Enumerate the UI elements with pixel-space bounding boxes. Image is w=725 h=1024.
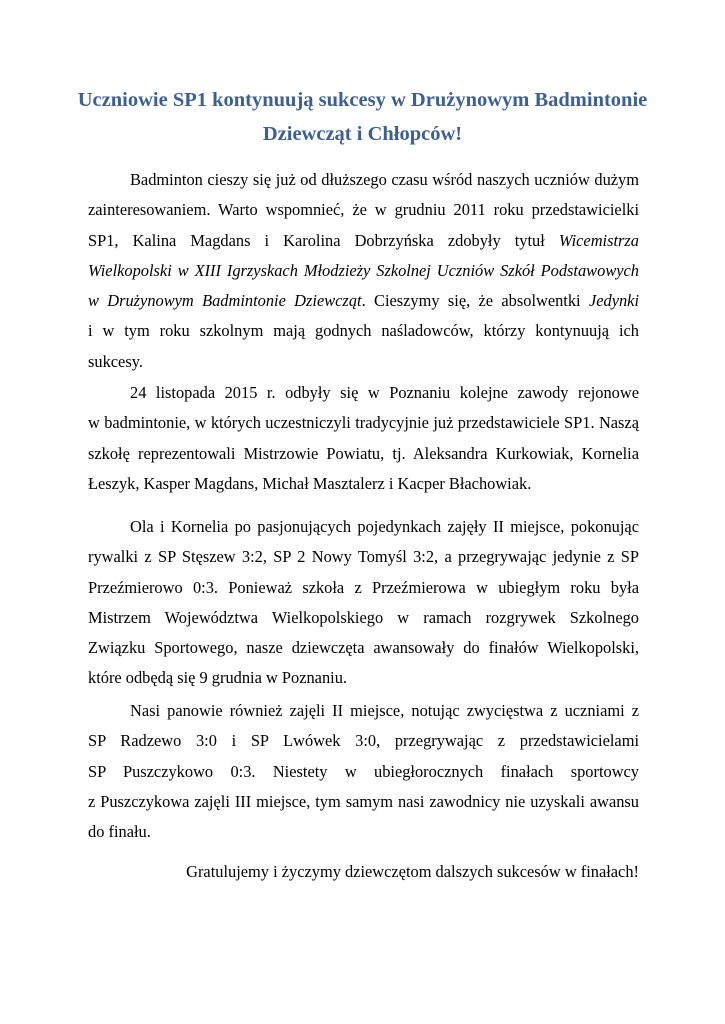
- paragraph-line: Nasi panowie również zajęli II miejsce, notując zwycięstwa z uczniami z: [130, 701, 639, 720]
- paragraph-line: w badmintonie, w których uczestniczyli tradycyjnie już przedstawiciele SP1. Naszą: [88, 413, 639, 433]
- paragraph-line: Przeźmierowo 0:3. Ponieważ szkoła z Przeźmierowa w ubiegłym roku była: [88, 577, 639, 597]
- text-run: . Cieszymy się, że absolwentki: [361, 291, 589, 311]
- paragraph-line: [88, 226, 639, 256]
- paragraph-line: Łeszyk, Kasper Magdans, Michał Masztalerz i Kacper Błachowiak.: [88, 473, 532, 493]
- paragraph-2: [88, 378, 639, 499]
- paragraph-line: SP Radzewo 3:0 i SP Lwówek 3:0, przegrywając z przedstawicielami: [88, 731, 639, 751]
- paragraph-line: Ola i Kornelia po pasjonujących pojedynkach zajęły II miejsce, pokonując: [130, 517, 639, 536]
- paragraph-line: rywalki z SP Stęszew 3:2, SP 2 Nowy Tomyśl 3:2, a przegrywając jedynie z SP: [88, 547, 639, 567]
- article-title-line-1: Uczniowie SP1 kontynuują sukcesy w Drużynowym Badmintonie: [77, 89, 648, 111]
- paragraph-line: Mistrzem Województwa Wielkopolskiego w ramach rozgrywek Szkolnego: [88, 607, 639, 627]
- italic-title-run: w Drużynowym Badmintonie Dziewcząt: [88, 291, 362, 311]
- paragraph-line: zainteresowaniem. Warto wspomnieć, że w grudniu 2011 roku przedstawicielki: [88, 200, 639, 220]
- paragraph-line: [88, 256, 639, 286]
- italic-title-run: Wicemistrza: [558, 230, 639, 250]
- paragraph-line: Badminton cieszy się już od dłuższego czasu wśród naszych uczniów dużym: [130, 170, 639, 189]
- paragraph-1: [88, 165, 639, 377]
- closing-paragraph: [88, 857, 639, 887]
- article-title-line-2: Dziewcząt i Chłopców!: [262, 123, 463, 145]
- text-run: SP1, Kalina Magdans i Karolina Dobrzyńska zdobyły tytuł: [88, 230, 559, 250]
- paragraph-line: 24 listopada 2015 r. odbyły się w Poznaniu kolejne zawody rejonowe: [130, 383, 639, 402]
- paragraph-3: [88, 512, 639, 694]
- paragraph-line: sukcesy.: [88, 351, 143, 371]
- paragraph-line: które odbędą się 9 grudnia w Poznaniu.: [88, 668, 348, 688]
- paragraph-line: [88, 286, 639, 316]
- closing-line: Gratulujemy i życzymy dziewczętom dalszych sukcesów w finałach!: [186, 862, 639, 881]
- paragraph-line: do finału.: [88, 822, 151, 842]
- paragraph-line: z Puszczykowa zajęli III miejsce, tym samym nasi zawodnicy nie uzyskali awansu: [88, 791, 639, 811]
- paragraph-line: i w tym roku szkolnym mają godnych naśladowców, którzy kontynuują ich: [88, 321, 639, 341]
- italic-name-run: Jedynki: [588, 291, 639, 311]
- paragraph-line: szkołę reprezentowali Mistrzowie Powiatu, tj. Aleksandra Kurkowiak, Kornelia: [88, 443, 639, 463]
- paragraph-line: SP Puszczykowo 0:3. Niestety w ubiegłorocznych finałach sportowcy: [88, 761, 639, 781]
- italic-title-run: Wielkopolski w XIII Igrzyskach Młodzieży Szkolnej Uczniów Szkół Podstawowych: [88, 260, 639, 280]
- paragraph-4: [88, 696, 639, 847]
- paragraph-line: Związku Sportowego, nasze dziewczęta awansowały do finałów Wielkopolski,: [88, 638, 639, 658]
